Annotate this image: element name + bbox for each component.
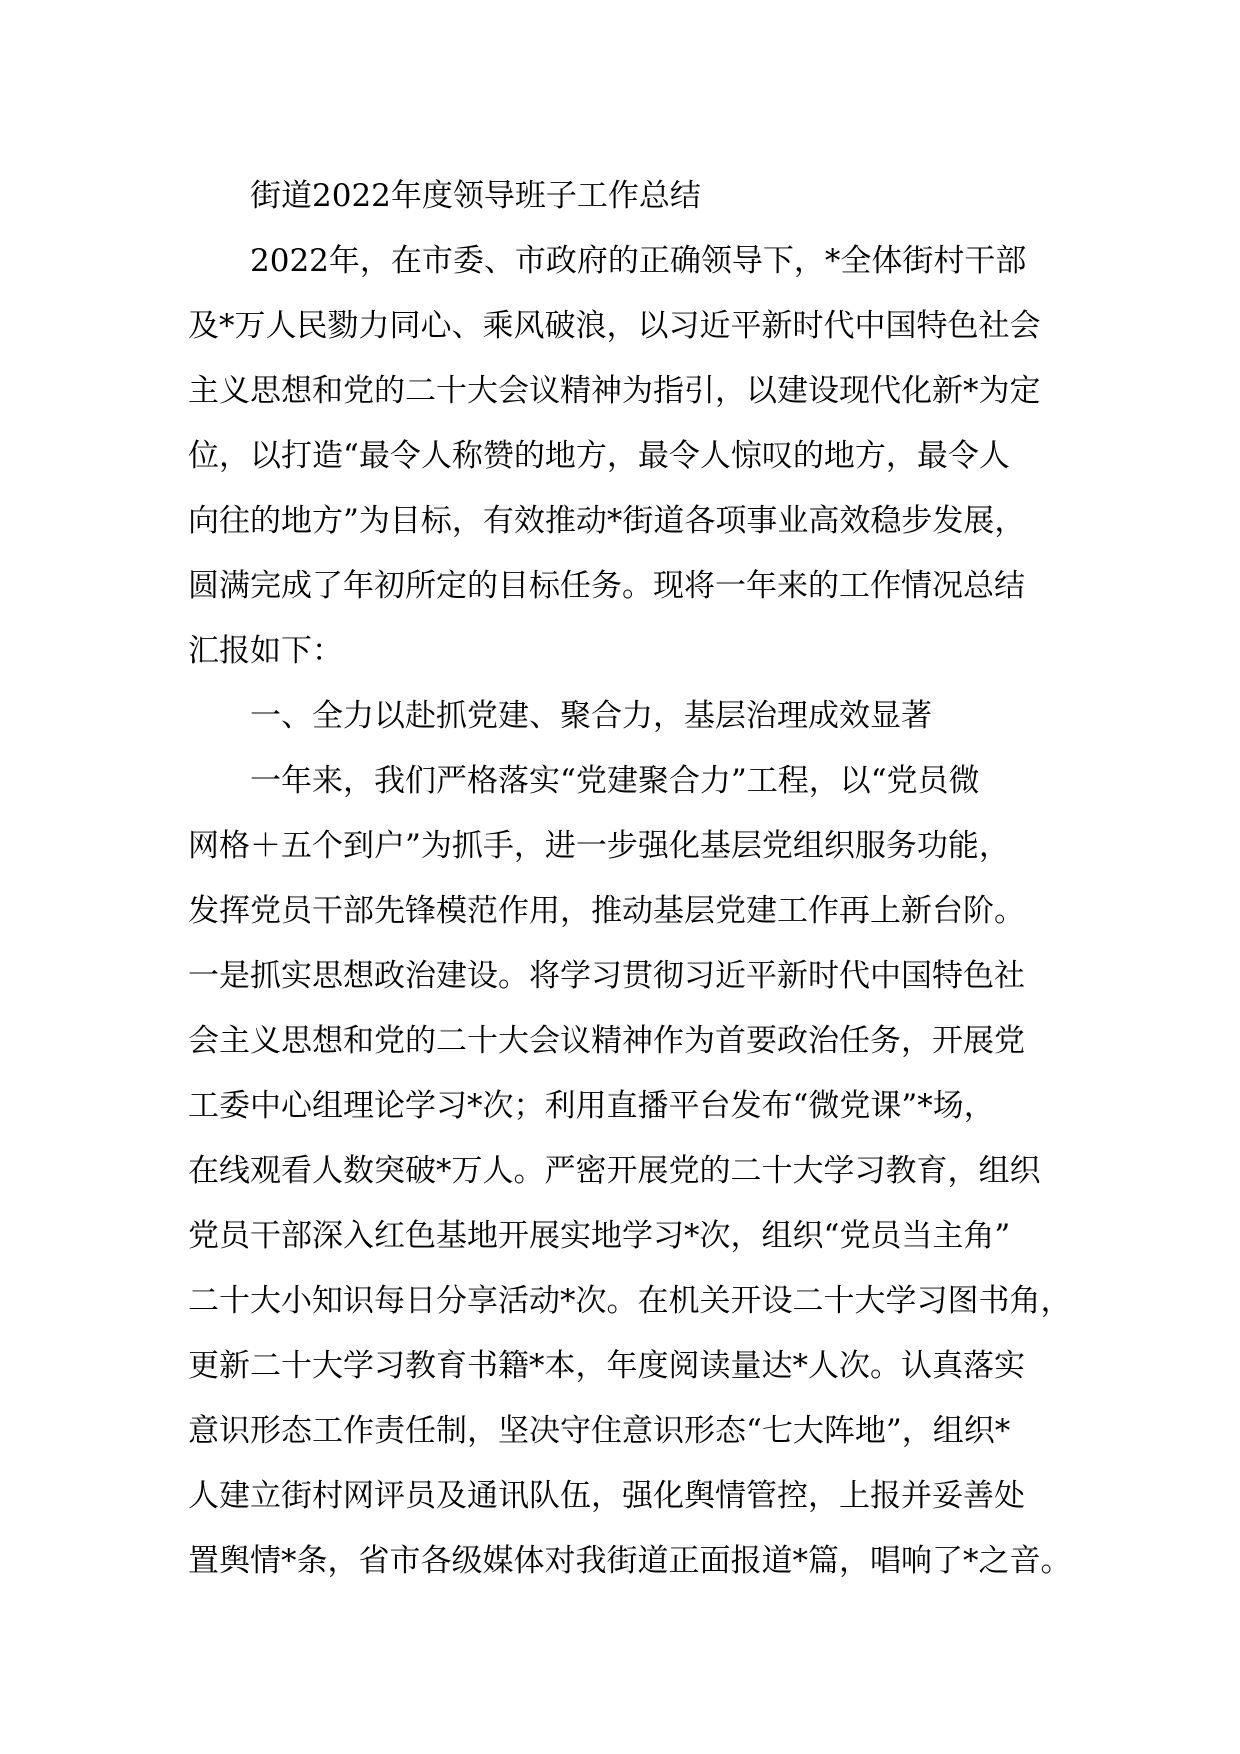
text-line: 会主义思想和党的二十大会议精神作为首要政治任务，开展党 bbox=[188, 1023, 1025, 1059]
text-line: 网格＋五个到户”为抓手，进一步强化基层党组织服务功能， bbox=[188, 828, 1010, 864]
text-line: 位，以打造“最令人称赞的地方，最令人惊叹的地方，最令人 bbox=[188, 438, 1010, 474]
text-line: 及*万人民勠力同心、乘风破浪，以习近平新时代中国特色社会 bbox=[188, 308, 1041, 344]
text-line: 2022年，在市委、市政府的正确领导下，*全体街村干部 bbox=[250, 243, 1027, 279]
text-line: 圆满完成了年初所定的目标任务。现将一年来的工作情况总结 bbox=[188, 568, 1025, 604]
text-line: 置舆情*条，省市各级媒体对我街道正面报道*篇，唱响了*之音。 bbox=[188, 1543, 1072, 1579]
document-body bbox=[188, 164, 1088, 1594]
text-line: 一年来，我们严格落实“党建聚合力”工程，以“党员微 bbox=[250, 763, 980, 799]
text-line: 党员干部深入红色基地开展实地学习*次，组织“党员当主角” bbox=[188, 1218, 1011, 1254]
text-line: 意识形态工作责任制，坚决守住意识形态“七大阵地”，组织* bbox=[188, 1413, 1011, 1449]
text-line: 人建立街村网评员及通讯队伍，强化舆情管控，上报并妥善处 bbox=[188, 1478, 1025, 1514]
text-line: 一、全力以赴抓党建、聚合力，基层治理成效显著 bbox=[250, 698, 932, 734]
text-line: 工委中心组理论学习*次；利用直播平台发布“微党课”*场， bbox=[188, 1088, 995, 1124]
text-line: 更新二十大学习教育书籍*本，年度阅读量达*人次。认真落实 bbox=[188, 1348, 1025, 1384]
text-line: 二十大小知识每日分享活动*次。在机关开设二十大学习图书角， bbox=[188, 1283, 1072, 1319]
document-title: 街道2022年度领导班子工作总结 bbox=[250, 178, 701, 214]
text-line: 向往的地方”为目标，有效推动*街道各项事业高效稳步发展， bbox=[188, 503, 1026, 539]
text-line: 一是抓实思想政治建设。将学习贯彻习近平新时代中国特色社 bbox=[188, 958, 1025, 994]
text-line: 汇报如下： bbox=[188, 633, 343, 669]
text-line: 发挥党员干部先锋模范作用，推动基层党建工作再上新台阶。 bbox=[188, 893, 1025, 929]
text-line: 主义思想和党的二十大会议精神为指引，以建设现代化新*为定 bbox=[188, 373, 1041, 409]
text-line: 在线观看人数突破*万人。严密开展党的二十大学习教育，组织 bbox=[188, 1153, 1041, 1189]
